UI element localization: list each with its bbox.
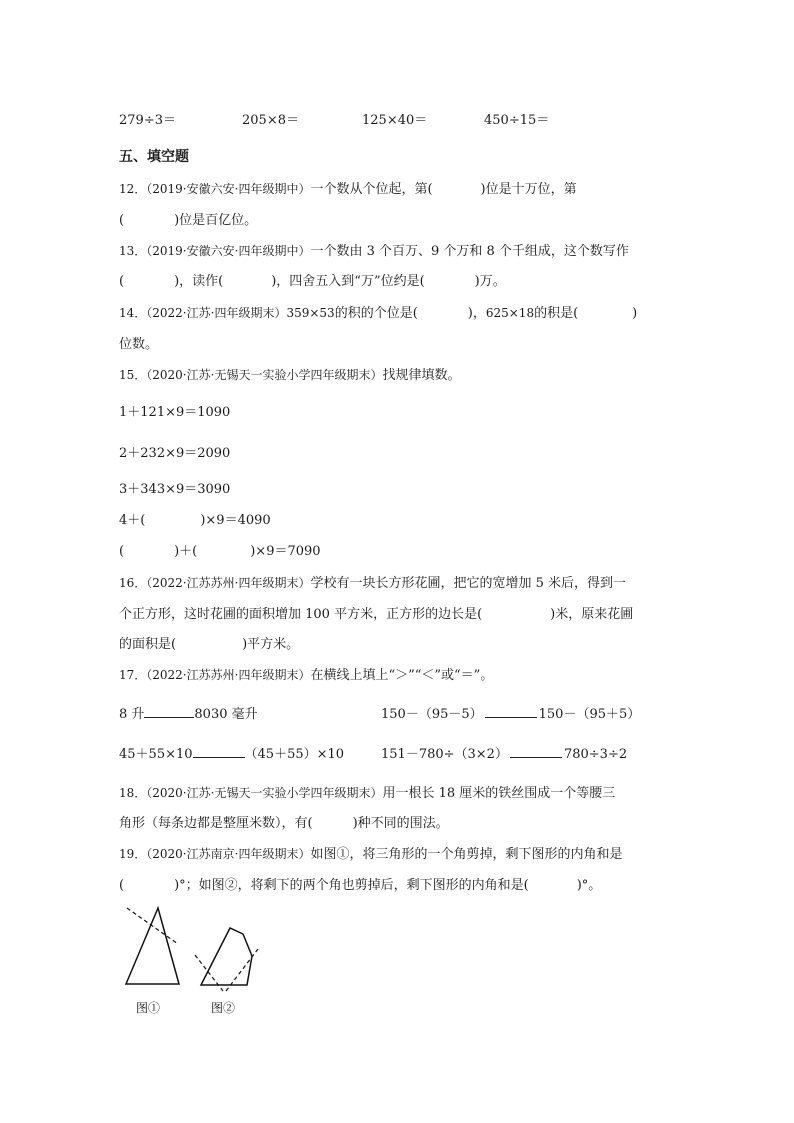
answer-line[interactable] (144, 706, 194, 718)
section-title: 五、填空题 (119, 149, 189, 165)
pentagon-shape (201, 928, 252, 985)
compare-item: 150－（95－5） 150－（95＋5） (381, 707, 641, 722)
answer-line[interactable] (510, 746, 562, 758)
pattern-line: ( )＋( )×9＝7090 (119, 544, 321, 559)
question-source: 17．（2022·江苏苏州·四年级期末） (119, 668, 311, 682)
question-source: 18．（2020·江苏·无锡天一实验小学四年级期末） (119, 786, 383, 800)
question-16-line2: 个正方形，这时花圃的面积增加 100 平方米，正方形的边长是( )米，原来花圃 (119, 607, 634, 622)
pattern-line: 1＋121×9＝1090 (119, 405, 231, 420)
question-13-line1: 13．（2019·安徽六安·四年级期中）一个数由 3 个百万、9 个万和 8 个千组成，这个数写作 (119, 244, 629, 259)
calc-item: 279÷3＝ (119, 113, 176, 128)
question-14-line1: 14．（2022·江苏·四年级期末）359×53的积的个位是( )，625×18的积是( ) (119, 306, 638, 321)
calc-row (0, 109, 794, 127)
compare-item: 151－780÷（3×2） 780÷3÷2 (381, 747, 628, 762)
question-source: 12．（2019·安徽六安·四年级期中） (119, 182, 311, 196)
question-source: 19．（2020·江苏南京·四年级期末） (119, 847, 311, 861)
pattern-line: 2＋232×9＝2090 (119, 446, 231, 461)
figure-2 (195, 928, 258, 1015)
calc-item: 205×8＝ (242, 113, 299, 128)
question-17-line1: 17．（2022·江苏苏州·四年级期末）在横线上填上“＞”“＜”或“＝”。 (119, 668, 494, 683)
pattern-line: 4＋( )×9＝4090 (119, 513, 271, 528)
question-19-line1: 19．（2020·江苏南京·四年级期末）如图①，将三角形的一个角剪掉，剩下图形的内角和是 (119, 847, 623, 862)
question-18-line1: 18．（2020·江苏·无锡天一实验小学四年级期末）用一根长 18 厘米的铁丝围成一个等腰三 (119, 786, 616, 801)
calc-item: 450÷15＝ (484, 113, 550, 128)
question-15-line1: 15．（2020·江苏·无锡天一实验小学四年级期末）找规律填数。 (119, 368, 461, 383)
figure-1-label: 图① (136, 1001, 161, 1015)
question-source: 14．（2022·江苏·四年级期末） (119, 306, 287, 320)
triangle-figures (110, 900, 280, 1020)
question-19-line2: ( )°；如图②，将剩下的两个角也剪掉后，剩下图形的内角和是( )°。 (119, 878, 602, 893)
calc-item: 125×40＝ (362, 113, 428, 128)
question-16-line3: 的面积是( )平方米。 (119, 637, 300, 652)
question-source: 15．（2020·江苏·无锡天一实验小学四年级期末） (119, 368, 383, 382)
question-12-line1: 12．（2019·安徽六安·四年级期中）一个数从个位起，第( )位是十万位，第 (119, 182, 577, 197)
question-14-line2: 位数。 (119, 337, 159, 352)
figure-2-label: 图② (211, 1001, 236, 1015)
answer-line[interactable] (193, 746, 245, 758)
question-16-line1: 16．（2022·江苏苏州·四年级期末）学校有一块长方形花圃，把它的宽增加 5 米后，得到一 (119, 576, 626, 591)
figure-1 (126, 908, 179, 1015)
answer-line[interactable] (485, 706, 537, 718)
question-12-line2: ( )位是百亿位。 (119, 213, 258, 228)
pattern-line: 3＋343×9＝3090 (119, 482, 231, 497)
compare-item: 45＋55×10 （45＋55）×10 (119, 747, 345, 762)
question-source: 13．（2019·安徽六安·四年级期中） (119, 244, 311, 258)
cut-line (127, 908, 178, 944)
question-13-line2: ( )，读作( )，四舍五入到“万”位约是( )万。 (119, 274, 506, 289)
triangle-shape (126, 908, 179, 984)
question-source: 16．（2022·江苏苏州·四年级期末） (119, 576, 311, 590)
question-18-line2: 角形（每条边都是整厘米数），有( )种不同的围法。 (119, 816, 449, 831)
compare-item: 8 升 8030 毫升 (119, 707, 258, 722)
